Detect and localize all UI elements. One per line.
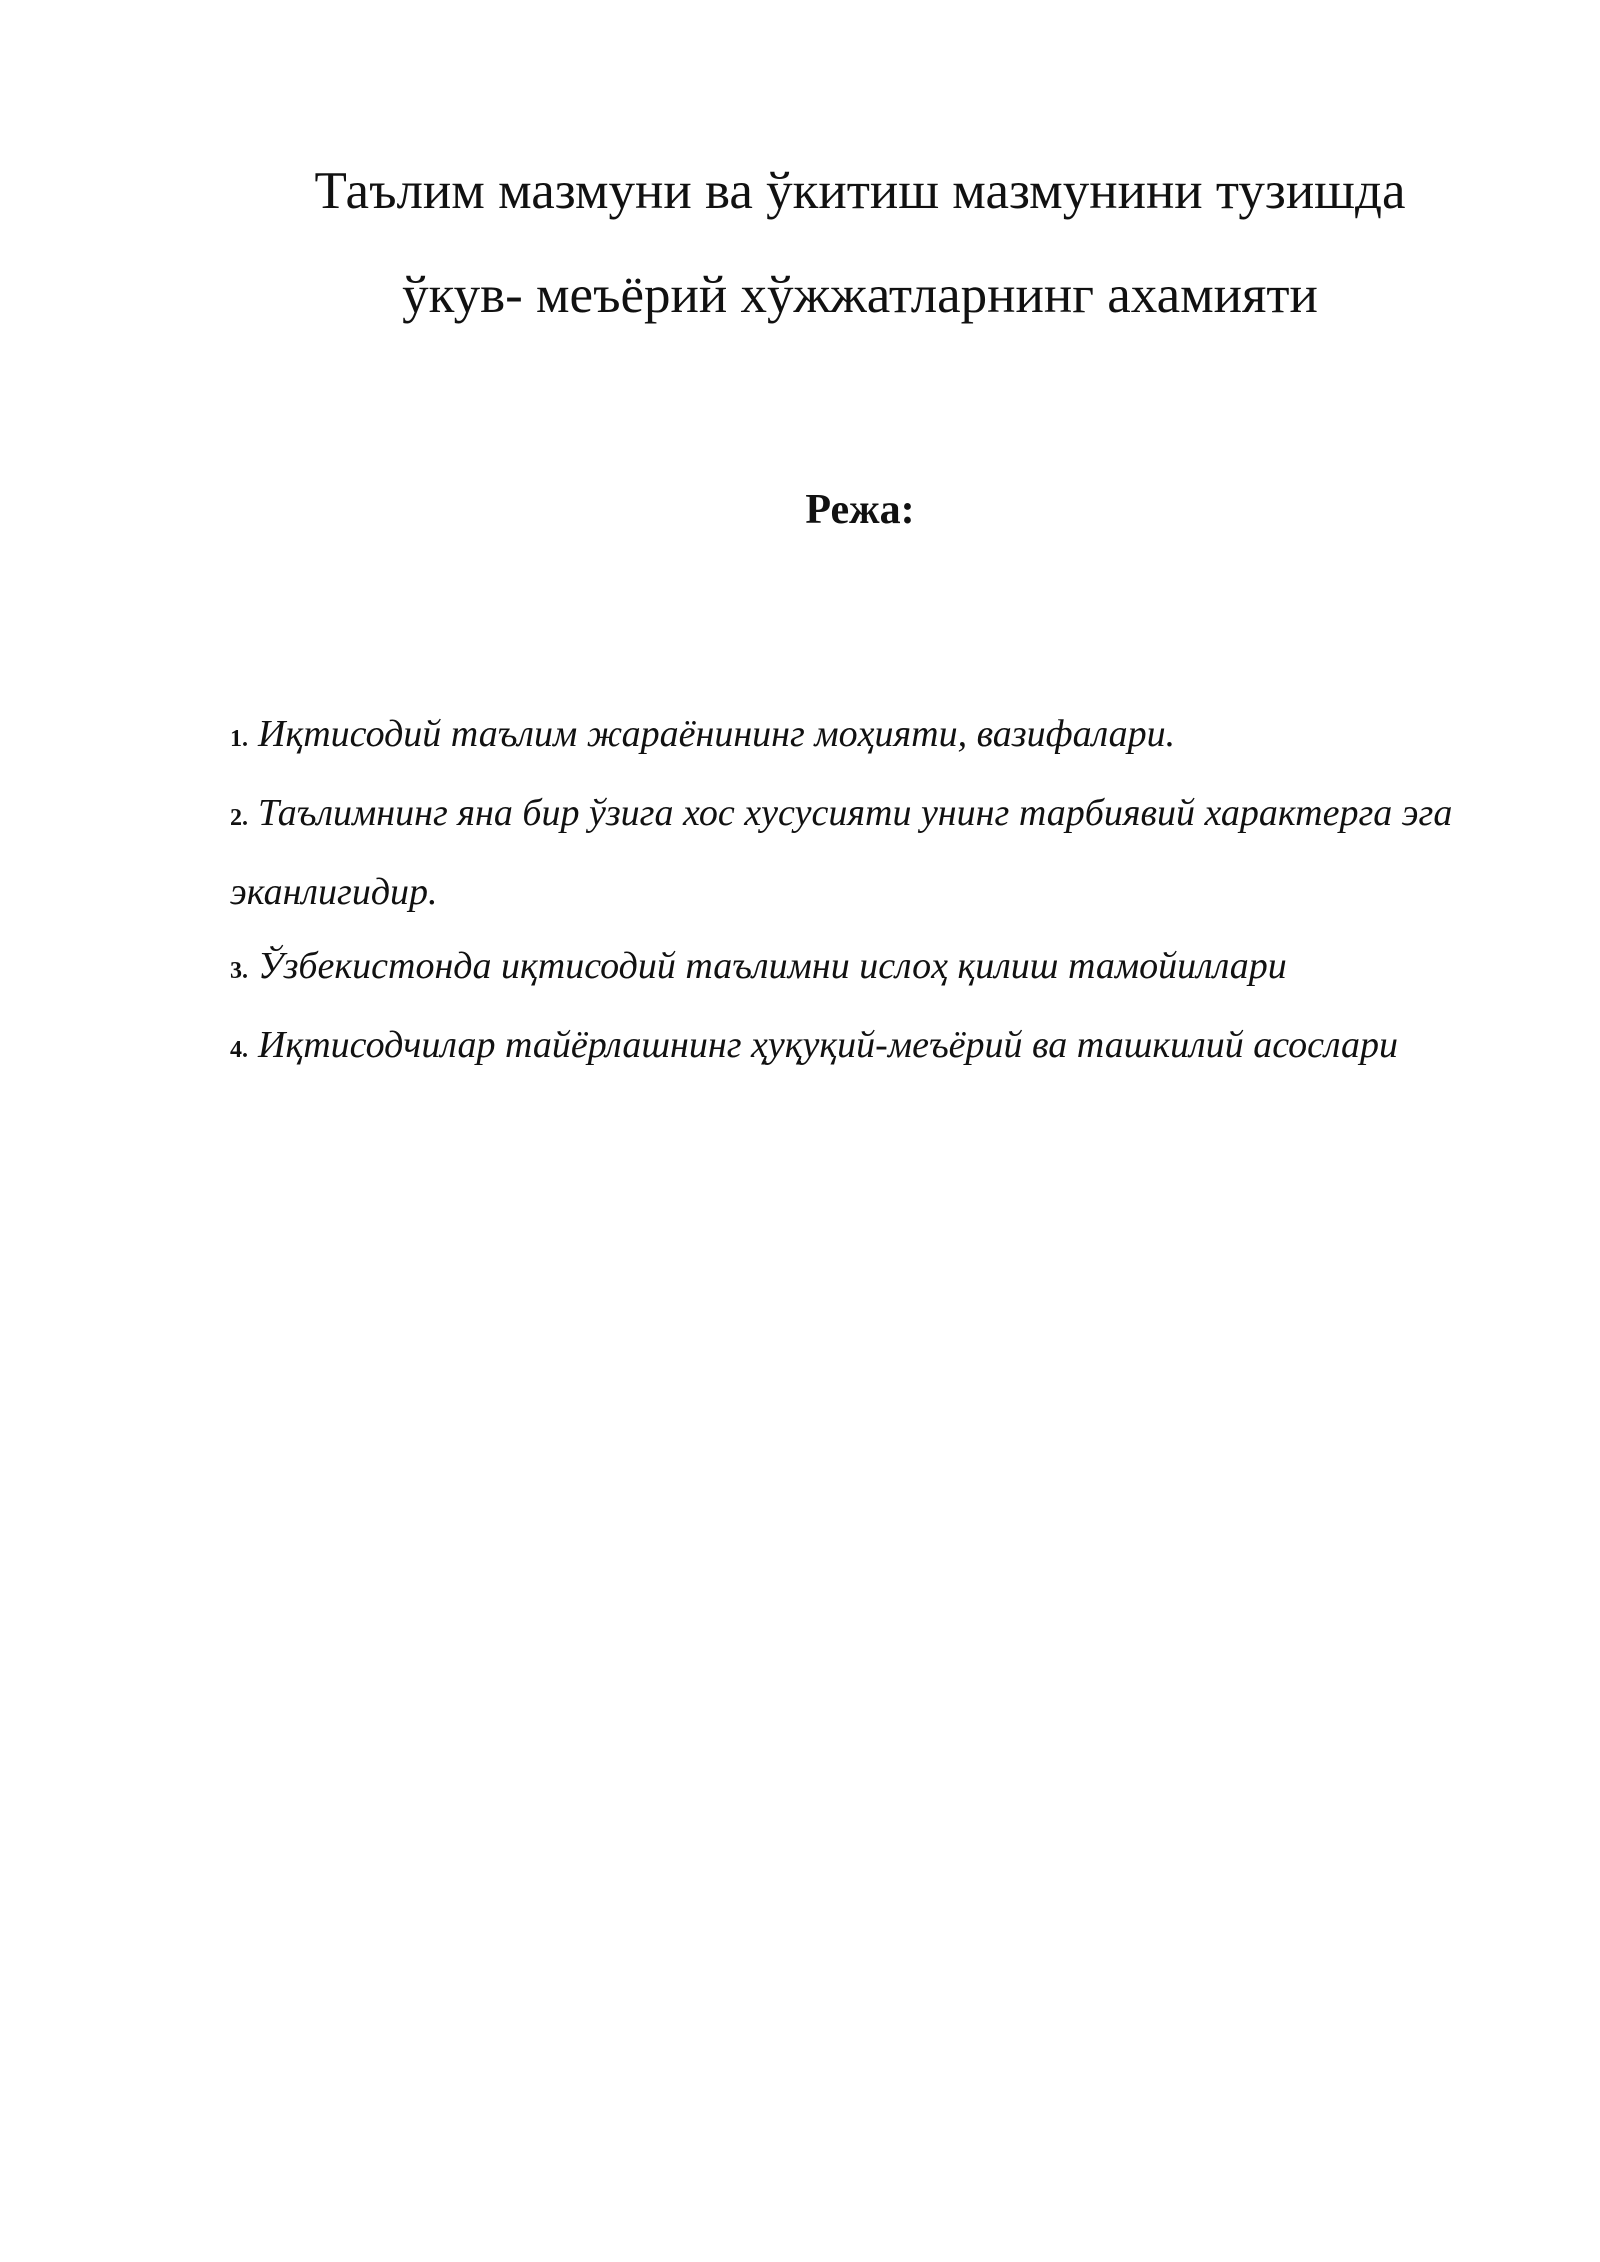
plan-item-text: Таълимнинг яна бир ўзига хос хусусияти унинг тарбиявий характерга эга эканлигидир. [230,792,1453,913]
plan-item-2 [230,776,1460,929]
plan-item-number: 2. [230,805,248,831]
plan-list [230,697,1460,1087]
plan-heading: Режа: [805,487,915,533]
plan-item-number: 4. [230,1037,248,1063]
title-line-1: Таълим мазмуни ва ўкитиш мазмунини тузишда [314,162,1406,220]
plan-item-number: 1. [230,726,248,752]
plan-item-1 [230,697,1460,776]
plan-item-4 [230,1008,1460,1087]
plan-item-text: Ўзбекистонда иқтисодий таълимни ислоҳ қилиш тамойиллари [258,945,1287,987]
document-title [120,139,1600,347]
plan-item-text: Иқтисодчилар тайёрлашнинг ҳуқуқий-меъёрий ва ташкилий асослари [258,1024,1399,1066]
plan-item-text: Иқтисодий таълим жараёнининг моҳияти, вазифалари. [258,713,1176,755]
plan-item-number: 3. [230,958,248,984]
plan-item-3 [230,929,1460,1008]
title-line-2: ўкув- меъёрий хўжжатларнинг ахамияти [402,266,1318,324]
